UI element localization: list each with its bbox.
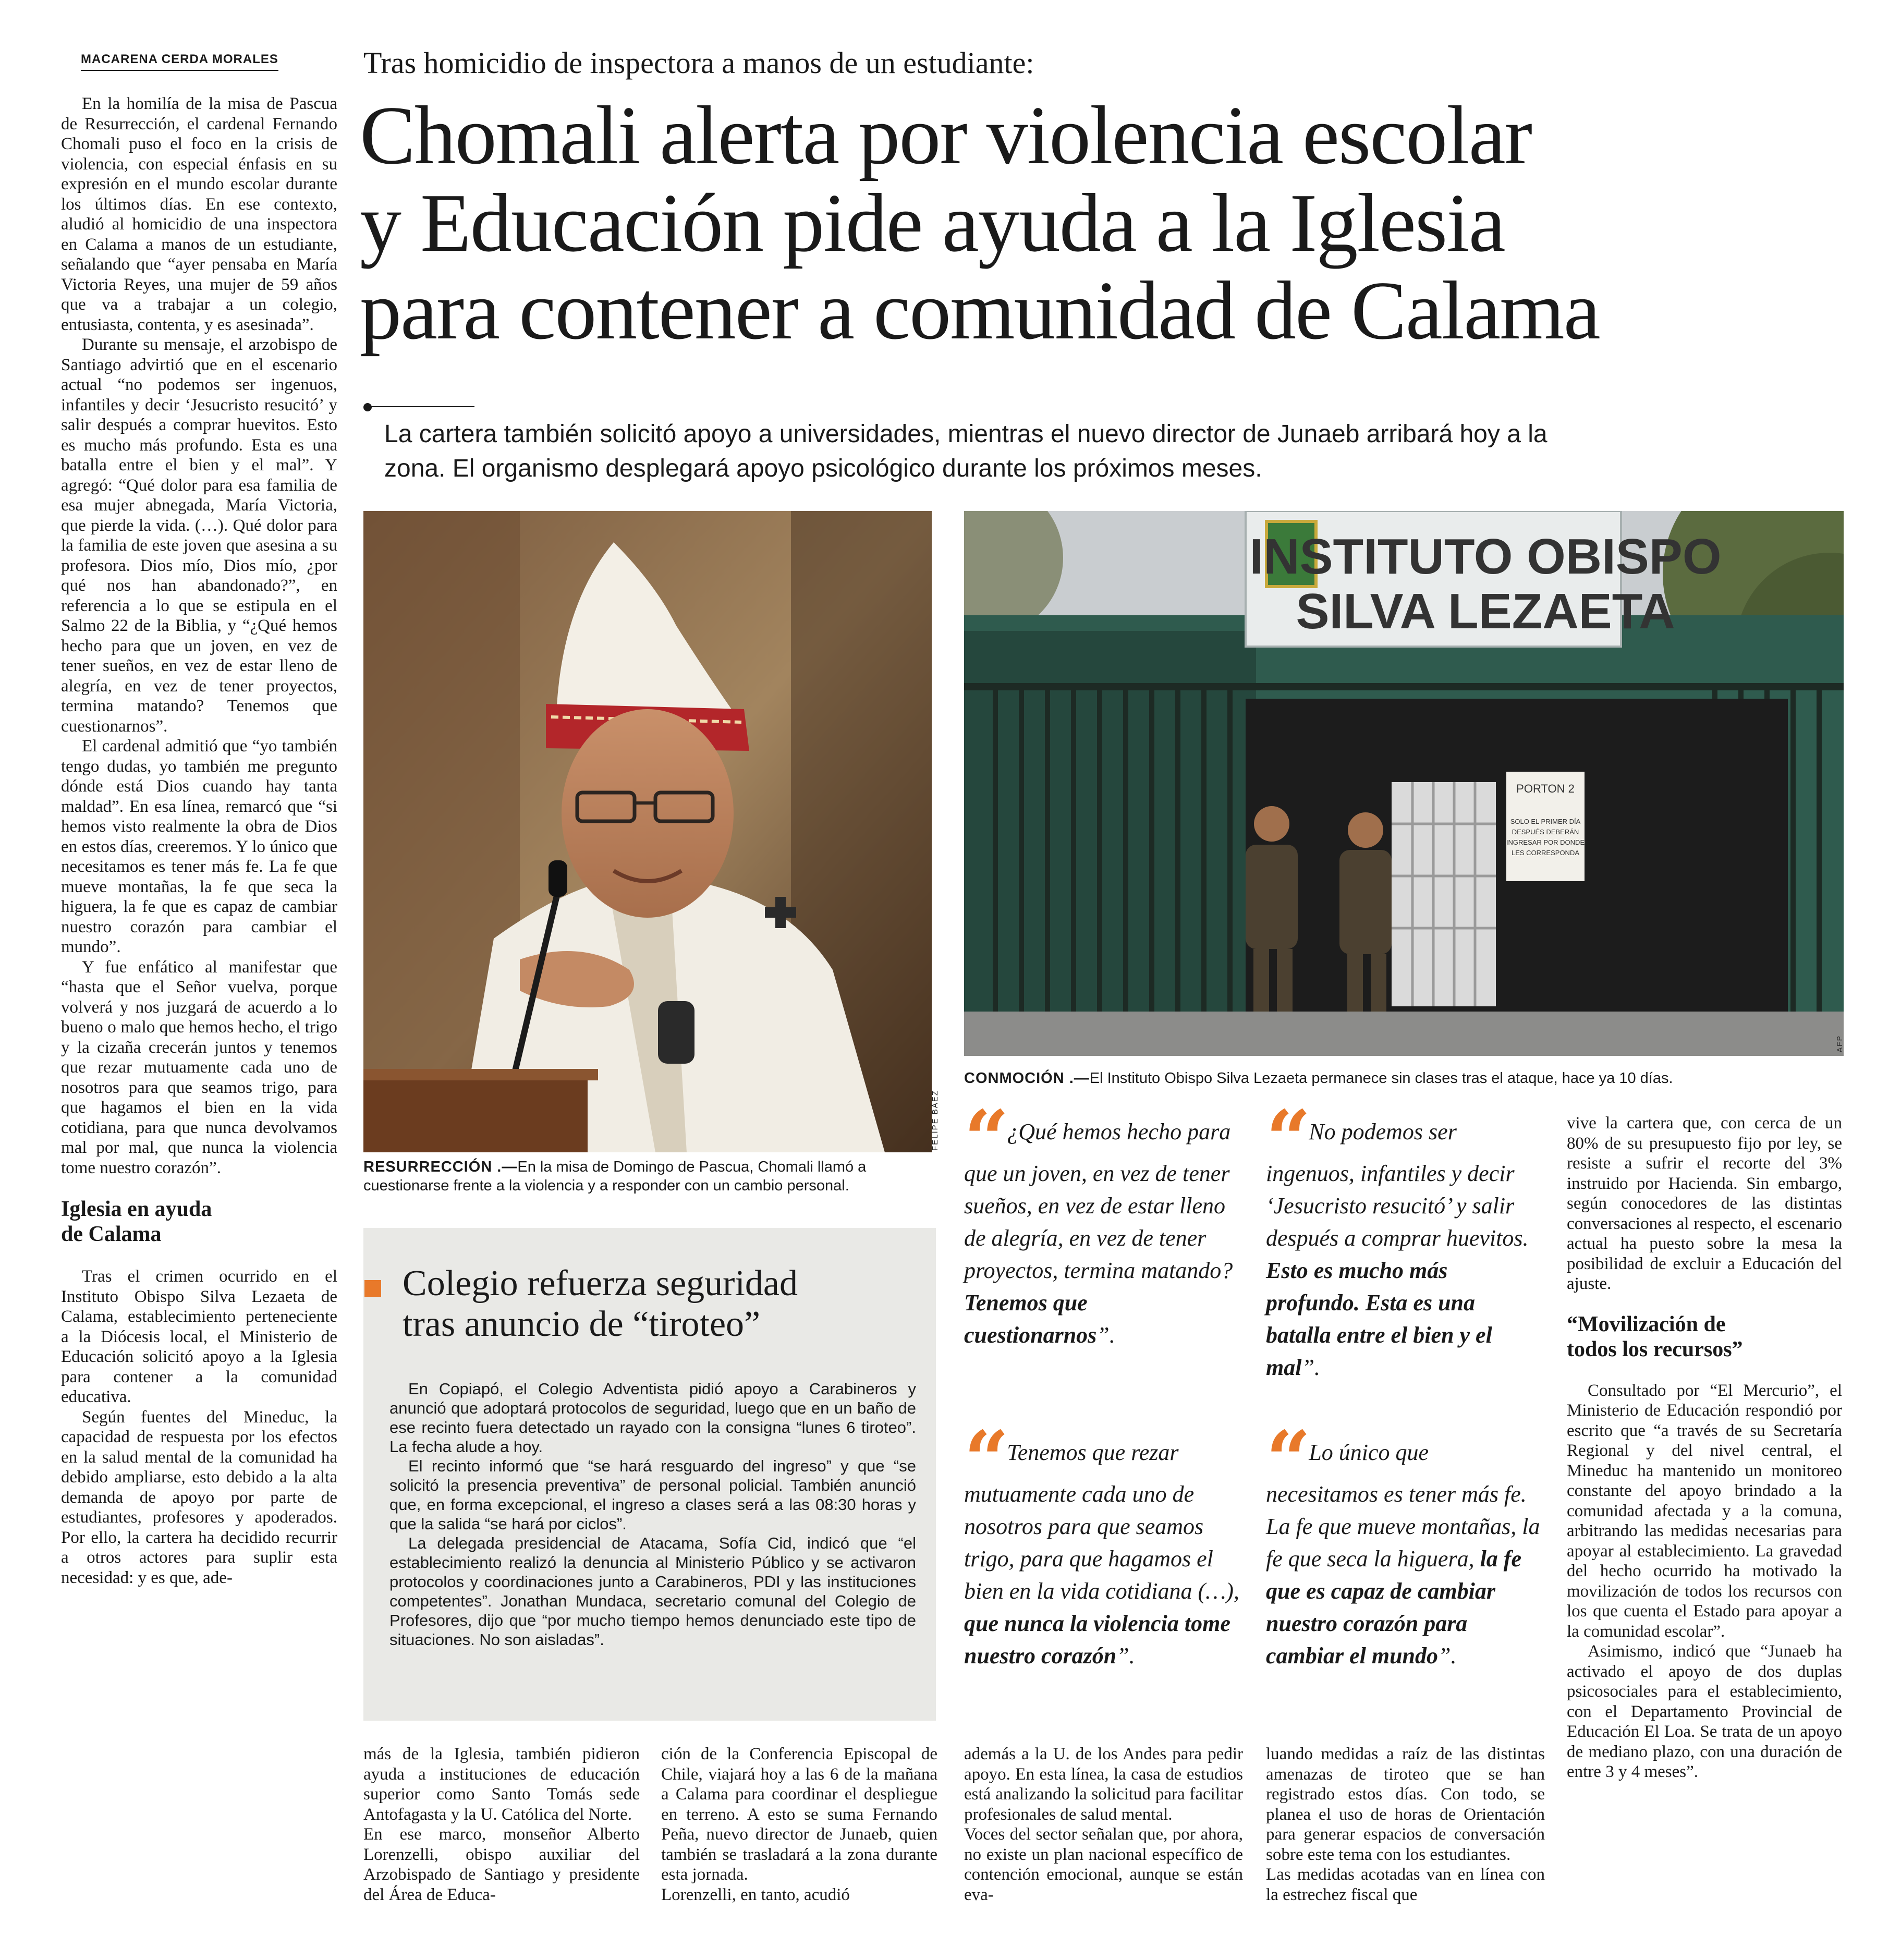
paragraph: Durante su mensaje, el arzobispo de Santiago advirtió que en el escenario actual “no podemos ser ingenuos, infantiles y decir ‘Jesucristo resucitó’ y salir después a comprar huevitos. Esto es mucho más profundo. Esta es una batalla entre el bien y el mal”. Y agregó: “Qué dolor para esa familia de esa mujer abnegada, María Victoria, que pierde la vida. (…). Qué dolor para la familia de este joven que asesina a su profesora. Dios mío, Dios mío, ¿por qué nos han abandonado?”, en referencia a lo que se estipula en el Salmo 22 de la Biblia, y “¿Qué hemos hecho para que un joven, en vez de tener sueños, en vez de estar lleno de alegría, en vez de tener proyectos, termina matando? Tenemos que cuestionarnos”. [61,335,337,736]
paragraph: Tras el crimen ocurrido en el Instituto Obispo Silva Lezaeta de Calama, establecimiento perteneciente a la Diócesis local, el Ministerio de Educación solicitó apoyo a la Iglesia para contener a la comunidad educativa. [61,1267,337,1406]
pull-quote: “ No podemos ser ingenuos, infantiles y decir ‘Jesucristo resucitó’ y salir después a comprar huevitos. Esto es mucho más profundo. Esta es una batalla entre el bien y el mal”. [1266,1093,1529,1380]
paragraph: En la homilía de la misa de Pascua de Resurrección, el cardenal Fernando Chomali puso el foco en la crisis de violencia, con especial énfasis en su expresión en el mundo escolar durante los últimos días. En ese contexto, aludió al homicidio de una inspectora en Calama a manos de un estudiante, señalando que “ayer pensaba en María Victoria Reyes, una mujer de 59 años que va a trabajar a un colegio, entusiasta, contenta, y es asesinada”. [61,94,337,334]
headline-rule [370,406,474,407]
right-column [1567,1113,1842,1782]
sidebar-title: Colegio refuerza seguridad tras anuncio de “tiroteo” [403,1263,798,1344]
notice-line: DESPUÉS DEBERÁN [1512,828,1579,836]
paragraph: Y fue enfático al manifestar que “hasta que el Señor vuelva, porque volverá y nos juzgará de acuerdo a lo bueno o malo que hemos hecho, el trigo y la cizaña crecerán juntos y tenemos que rezar mutuamente cada uno de nosotros para que seamos trigo, para que hagamos el bien en la vida cotidiana, para que nunca devolvamos mal por mal, que nunca la violencia tome nuestro corazón”. [61,957,337,1177]
paragraph: Asimismo, indicó que “Junaeb ha activado el apoyo de dos duplas psicosociales para el establecimiento, con el Departamento Provincial de Educación El Loa. Se trata de un apoyo de mediano plazo, con una duración de entre 3 y 4 meses”. [1567,1642,1842,1781]
bottom-column-2: ción de la Conferencia Episcopal de Chile, viajará hoy a las 6 de la mañana a Calama para coordinar el despliegue en terreno. A esto se suma Fernando Peña, nuevo director de Junaeb, quien también se trasladará a la zona durante esta jornada. Lorenzelli, en tanto, acudió [661,1745,937,1904]
quote-mark-icon: “ [964,1414,1003,1506]
instituto-illustration [964,511,1844,1056]
sidebar-text [389,1379,916,1649]
sidebar-bullet [364,1280,381,1297]
headline: Chomali alerta por violencia escolar y Educación pide ayuda a la Iglesia para contener a comunidad de Calama [360,89,1600,357]
byline: MACARENA CERDA MORALES [81,52,278,71]
sidebar-paragraph: En Copiapó, el Colegio Adventista pidió apoyo a Carabineros y anunció que adoptará protocolos de seguridad, luego que en un baño de ese recinto fuera detectado un rayado con la consigna “lunes 6 tiroteo”. La fecha alude a hoy. [389,1380,916,1456]
notice-line: LES CORRESPONDA [1511,849,1580,857]
left-column [61,94,337,1588]
quote-mark-icon: “ [1266,1093,1305,1185]
byline-wrap [81,52,278,71]
chomali-illustration [363,511,932,1152]
subhead-movilizacion: “Movilización de todos los recursos” [1567,1312,1743,1361]
photo-instituto [964,511,1844,1056]
pull-quote: “ ¿Qué hemos hecho para que un joven, en vez de tener sueños, en vez de estar lleno de alegría, en vez de tener proyectos, termina matando? Tenemos que cuestionarnos”. [964,1093,1233,1348]
notice-line: SOLO EL PRIMER DÍA [1510,818,1581,825]
sidebar-box [363,1228,936,1721]
caption-right: CONMOCIÓN .—El Instituto Obispo Silva Lezaeta permanece sin clases tras el ataque, hace ya 10 días. [964,1070,1673,1087]
kicker: Tras homicidio de inspectora a manos de un estudiante: [363,46,1034,80]
paragraph: Consultado por “El Mercurio”, el Ministerio de Educación respondió por escrito que “a través de su Secretaría Regional y del nivel central, el Mineduc ha mantenido un monitoreo constante del apoyo brindado a la comunidad afectada y a la comuna, arbitrando las medidas necesarias para apoyar al establecimiento. La gravedad del hecho ocurrido ha motivado la movilización de todos los recursos con los que cuenta el Estado para apoyar a la comunidad escolar”. [1567,1381,1842,1641]
paragraph: vive la cartera que, con cerca de un 80% de su presupuesto fijo por ley, se resiste a sufrir el recorte del 3% instruido por Hacienda. Sin embargo, según conocedores de las distintas conversaciones al respecto, el escenario actual ha puesto sobre la mesa la posibilidad de excluir a Educación del ajuste. [1567,1114,1842,1293]
caption-left: RESURRECCIÓN .—En la misa de Domingo de Pascua, Chomali llamó a cuestionarse frente a la violencia y a responder con un cambio personal. [363,1159,867,1194]
porton-label: PORTON 2 [1516,782,1575,795]
photo-credit-right: AFP [1835,1035,1844,1053]
photo-chomali [363,511,932,1152]
sign-line-1: INSTITUTO OBISPO [1249,529,1722,585]
bottom-column-4: luando medidas a raíz de las distintas amenazas de tiroteo que se han registrado estos días. Con todo, se planea el uso de horas de Orientación para generar espacios de conversación sobre este tema con los estudiantes. Las medidas acotadas van en línea con la estrechez fiscal que [1266,1745,1545,1904]
deck: La cartera también solicitó apoyo a universidades, mientras el nuevo director de Junaeb arribará hoy a la zona. El organismo desplegará apoyo psicológico durante los próximos meses. [384,420,1547,482]
pull-quote: “ Tenemos que rezar mutuamente cada uno de nosotros para que seamos trigo, para que hagamos el bien en la vida cotidiana (…), que nunca la violencia tome nuestro corazón”. [964,1414,1239,1669]
sign-line-2: SILVA LEZAETA [1296,583,1675,639]
paragraph: El cardenal admitió que “yo también tengo dudas, yo también me pregunto dónde está Dios cuando hay tanta maldad”. En esa línea, remarcó que “si hemos visto realmente la obra de Dios en estos días, creeremos. Y lo único que necesitamos es tener más fe. La fe que mueve montañas, la fe que seca la higuera, la fe que es capaz de cambiar nuestro corazón para cambiar el mundo”. [61,737,337,956]
sidebar-paragraph: La delegada presidencial de Atacama, Sofía Cid, indicó que “el establecimiento realizó la denuncia al Ministerio Público y se activaron protocolos y coordinaciones junto a Carabineros, PDI y las instituciones competentes”. Jonathan Mundaca, secretario comunal del Colegio de Profesores, dijo que “por mucho tiempo hemos denunciado este tipo de situaciones. No son aisladas”. [389,1534,916,1649]
sidebar-paragraph: El recinto informó que “se hará resguardo del ingreso” y que “se solicitó la presencia preventiva” de personal policial. También anunció que, en forma excepcional, el ingreso a clases será a las 08:30 horas y que la salida “se hará por ciclos”. [389,1457,916,1533]
headline-rule-dot [363,403,372,411]
paragraph: Según fuentes del Mineduc, la capacidad de respuesta por los efectos en la salud mental de la comunidad ha debido ampliarse, esto debido a la alta demanda de apoyo por parte de estudiantes, profesores y apoderados. Por ello, la cartera ha decidido recurrir a otros actores para suplir esta necesidad: y es que, ade- [61,1407,337,1587]
notice-line: INGRESAR POR DONDE [1506,838,1585,846]
bottom-column-3: además a la U. de los Andes para pedir apoyo. En esta línea, la casa de estudios está analizando la solicitud para facilitar profesionales de salud mental. Voces del sector señalan que, por ahora, no existe un plan nacional específico de contención emocional, aunque se están eva- [964,1745,1243,1904]
subhead-iglesia: Iglesia en ayuda de Calama [61,1197,212,1246]
pull-quote: “ Lo único que necesitamos es tener más fe. La fe que mueve montañas, la fe que seca la higuera, la fe que es capaz de cambiar nuestro corazón para cambiar el mundo”. [1266,1414,1540,1669]
bottom-column-1: más de la Iglesia, también pidieron ayuda a instituciones de educación superior como Santo Tomás sede Antofagasta y la U. Católica del Norte. En ese marco, monseñor Alberto Lorenzelli, obispo auxiliar del Arzobispado de Santiago y presidente del Área de Educa- [363,1745,640,1904]
photo-credit-left: FELIPE BÁEZ [931,1090,940,1151]
quote-mark-icon: “ [1266,1414,1305,1506]
quote-mark-icon: “ [964,1093,1003,1185]
